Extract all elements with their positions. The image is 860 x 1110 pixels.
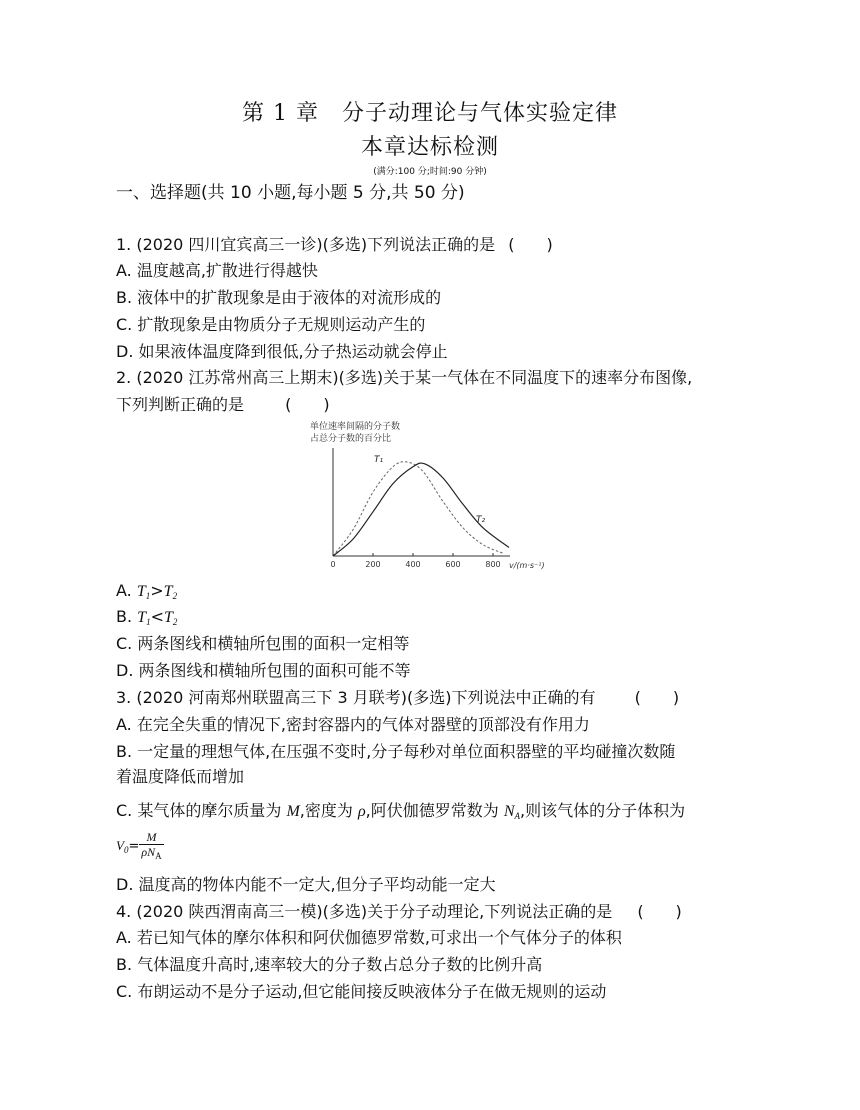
answer-paren: ( ) bbox=[508, 235, 553, 254]
chart-xlabel: v/(m·s⁻¹) bbox=[509, 561, 545, 570]
q3-option-c-text: ,则该气体的分子体积为 bbox=[520, 801, 686, 820]
subscript: 0 bbox=[123, 845, 129, 855]
answer-paren: ( ) bbox=[634, 688, 680, 707]
subscript: A bbox=[155, 851, 162, 861]
question-4-text: 4. (2020 陕西渭南高三一模)(多选)关于分子动理论,下列说法正确的是 bbox=[116, 902, 613, 921]
x-tick-label: 800 bbox=[485, 560, 501, 569]
q2-option-b bbox=[116, 606, 177, 633]
var-t: T bbox=[163, 609, 173, 626]
var-v: V bbox=[116, 838, 124, 853]
subscript: 1 bbox=[146, 617, 151, 627]
speed-distribution-chart bbox=[300, 418, 570, 573]
relation-symbol: > bbox=[150, 581, 164, 600]
var-t: T bbox=[137, 609, 147, 626]
question-2-text: 下列判断正确的是 bbox=[116, 395, 245, 414]
subscript: 2 bbox=[172, 617, 178, 627]
q3-option-b-line1: B. 一定量的理想气体,在压强不变时,分子每秒对单位面积器壁的平均碰撞次数随 bbox=[116, 742, 676, 761]
section-heading: 一、选择题(共 10 小题,每小题 5 分,共 50 分) bbox=[116, 183, 465, 203]
question-1-text: 1. (2020 四川宜宾高三一诊)(多选)下列说法正确的是 bbox=[116, 235, 496, 254]
q4-option-c: C. 布朗运动不是分子运动,但它能间接反映液体分子在做无规则的运动 bbox=[116, 982, 607, 1001]
q1-option-c: C. 扩散现象是由物质分子无规则运动产生的 bbox=[116, 315, 426, 334]
q1-option-b: B. 液体中的扩散现象是由于液体的对流形成的 bbox=[116, 288, 442, 307]
var-rho: ρ bbox=[357, 803, 366, 820]
fraction-numerator: M bbox=[139, 830, 163, 845]
var-t: T bbox=[163, 583, 173, 600]
answer-paren: ( ) bbox=[285, 395, 330, 414]
molecule-volume-formula bbox=[116, 830, 164, 863]
series-t2-curve bbox=[333, 463, 509, 556]
q4-option-a: A. 若已知气体的摩尔体积和阿伏伽德罗常数,可求出一个气体分子的体积 bbox=[116, 928, 622, 947]
fraction bbox=[139, 830, 163, 863]
score-info: (满分:100 分;时间:90 分钟) bbox=[373, 167, 487, 177]
answer-paren: ( ) bbox=[637, 902, 682, 921]
series-t2-label: T₂ bbox=[476, 515, 486, 525]
question-2-stem-line1: 2. (2020 江苏常州高三上期末)(多选)关于某一气体在不同温度下的速率分布图像, bbox=[116, 368, 693, 387]
var-n: N bbox=[503, 803, 515, 820]
var-m: M bbox=[286, 803, 300, 820]
q3-option-c bbox=[116, 800, 685, 827]
q3-option-a: A. 在完全失重的情况下,密封容器内的气体对器壁的顶部没有作用力 bbox=[116, 715, 590, 734]
q2-option-a bbox=[116, 580, 177, 607]
x-tick-label: 400 bbox=[405, 560, 421, 569]
x-tick-label: 0 bbox=[330, 560, 336, 569]
question-3-text: 3. (2020 河南郑州联盟高三下 3 月联考)(多选)下列说法中正确的有 bbox=[116, 688, 596, 707]
subscript: 1 bbox=[145, 591, 151, 601]
subscript: A bbox=[514, 811, 520, 821]
question-3-stem bbox=[116, 687, 679, 709]
q2-option-c: C. 两条图线和横轴所包围的面积一定相等 bbox=[116, 634, 410, 653]
q4-option-b: B. 气体温度升高时,速率较大的分子数占总分子数的比例升高 bbox=[116, 955, 543, 974]
q3-option-c-text: ,密度为 bbox=[299, 801, 358, 820]
q2-option-d: D. 两条图线和横轴所包围的面积可能不等 bbox=[116, 661, 411, 680]
q1-option-d: D. 如果液体温度降到很低,分子热运动就会停止 bbox=[116, 342, 448, 361]
fraction-denominator-text: ρN bbox=[141, 845, 156, 859]
series-t1-label: T₁ bbox=[374, 455, 384, 465]
x-tick-label: 600 bbox=[445, 560, 461, 569]
relation-symbol: < bbox=[150, 607, 164, 626]
section-subtitle: 本章达标检测 bbox=[360, 135, 499, 160]
chart-x-ticks bbox=[330, 553, 500, 569]
fraction-denominator bbox=[139, 845, 163, 863]
q2-option-a-prefix: A. bbox=[116, 581, 137, 600]
x-tick-label: 200 bbox=[365, 560, 381, 569]
q3-option-c-text: C. 某气体的摩尔质量为 bbox=[116, 801, 287, 820]
var-t: T bbox=[136, 583, 146, 600]
chart-ylabel-line2: 占总分子数的百分比 bbox=[310, 434, 392, 444]
q3-option-c-text: ,阿伏伽德罗常数为 bbox=[365, 801, 504, 820]
question-2-stem-line2 bbox=[116, 394, 330, 416]
q3-option-d: D. 温度高的物体内能不一定大,但分子平均动能一定大 bbox=[116, 875, 496, 894]
q3-option-b-line2: 着温度降低而增加 bbox=[116, 767, 245, 786]
question-1-stem bbox=[116, 234, 553, 256]
subscript: 2 bbox=[172, 591, 178, 601]
equals-sign: = bbox=[128, 839, 140, 854]
series-t1-curve bbox=[333, 462, 503, 556]
chart-ylabel-line1: 单位速率间隔的分子数 bbox=[310, 422, 401, 432]
question-4-stem bbox=[116, 901, 682, 923]
q2-option-b-prefix: B. bbox=[116, 607, 138, 626]
q1-option-a: A. 温度越高,扩散进行得越快 bbox=[116, 261, 318, 280]
chapter-title: 第 1 章 分子动理论与气体实验定律 bbox=[242, 101, 618, 126]
